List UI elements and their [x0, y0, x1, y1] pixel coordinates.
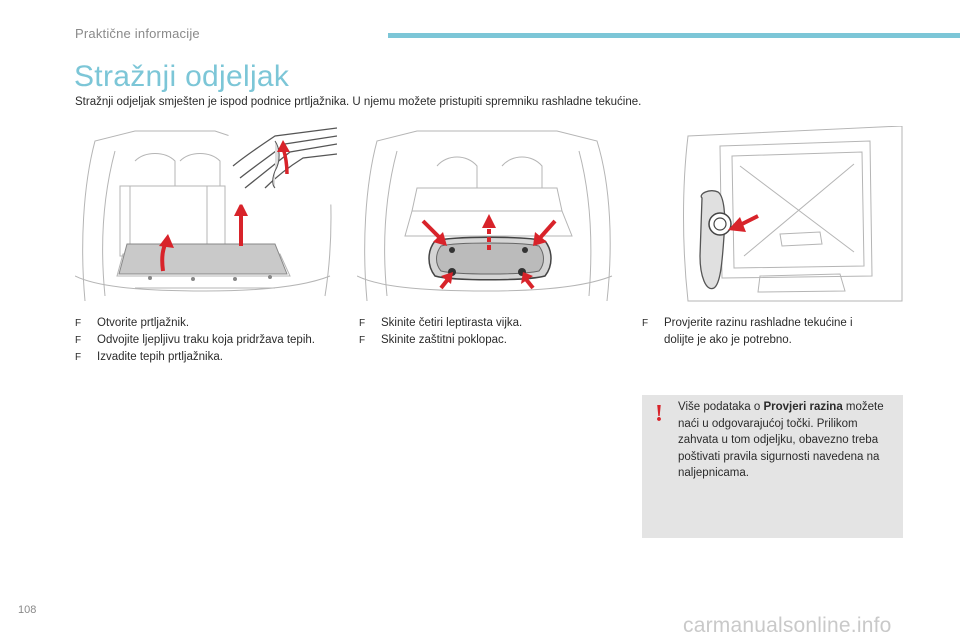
warning-note-text: Više podataka o Provjeri razina možete naći u odgovarajućoj točki. Prilikom zahvata u tom odjeljku, obavezno treba poštivati pravila sigurnosti navedena na naljepnicama. [678, 401, 884, 479]
list-item: F Provjerite razinu rashladne tekućine i dolijte je ako je potrebno. [642, 317, 853, 346]
trunk-carpet-image [75, 126, 337, 304]
header-accent-bar [388, 33, 960, 38]
steps-column-3 [642, 315, 882, 349]
trunk-cover-image [357, 126, 619, 304]
page-title: Stražnji odjeljak [74, 60, 290, 93]
exclamation-icon: ! [655, 401, 663, 427]
watermark: carmanualsonline.info [683, 614, 892, 637]
bullet-icon: F [75, 318, 82, 329]
list-item: F Skinite četiri leptirasta vijka. [359, 315, 624, 332]
steps-column-2 [359, 315, 624, 349]
list-item: F Otvorite prtljažnik. [75, 315, 340, 332]
illustration-cover-screws [357, 126, 619, 304]
warning-note [642, 395, 903, 538]
illustration-open-trunk [75, 126, 337, 304]
list-item: F Skinite zaštitni poklopac. [359, 332, 624, 349]
list-item: F Odvojite ljepljivu traku koja pridržava tepih. [75, 332, 340, 349]
bullet-icon: F [642, 318, 649, 329]
intro-text: Stražnji odjeljak smješten je ispod podnice prtljažnika. U njemu možete pristupiti spremniku rashladne tekućine. [75, 96, 642, 108]
illustration-coolant-reservoir [640, 126, 905, 304]
list-item: F Izvadite tepih prtljažnika. [75, 349, 340, 366]
steps-column-1 [75, 315, 340, 366]
bullet-icon: F [75, 352, 82, 363]
bullet-icon: F [359, 335, 366, 346]
bullet-icon: F [75, 335, 82, 346]
coolant-tank-image [640, 126, 905, 304]
section-header: Praktične informacije [75, 26, 200, 41]
note-link-term: Provjeri razina [763, 401, 843, 413]
page-number: 108 [18, 604, 37, 616]
bullet-icon: F [359, 318, 366, 329]
